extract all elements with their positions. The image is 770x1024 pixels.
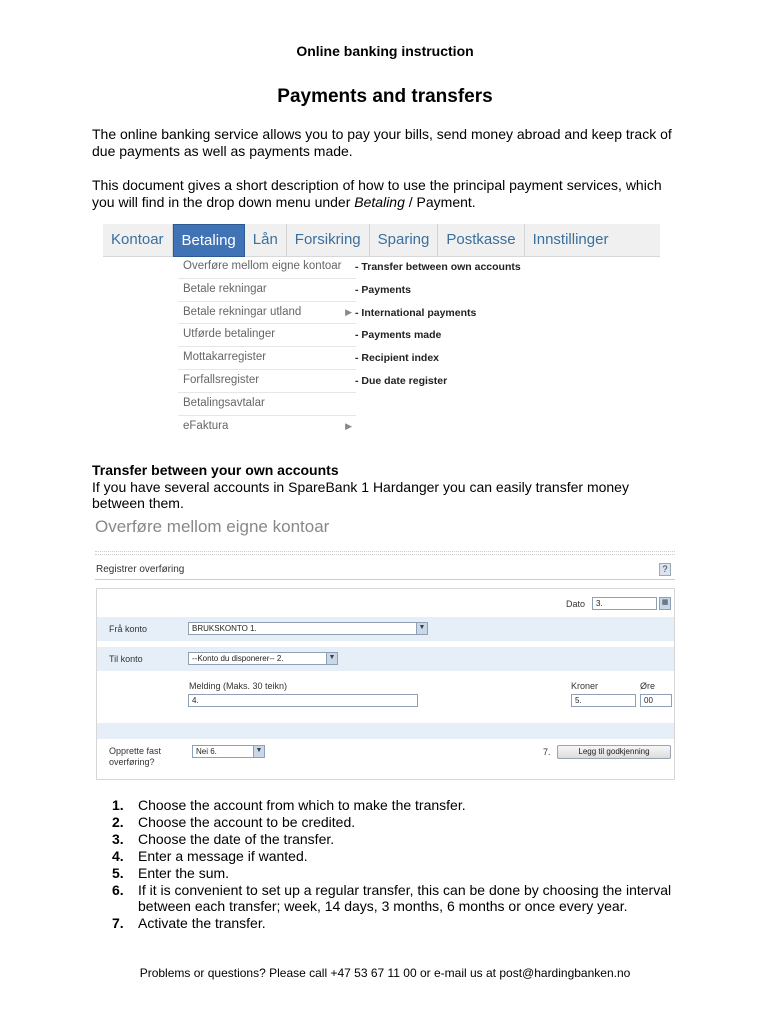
date-label: Dato [566,599,586,609]
tab-sparing[interactable]: Sparing [370,224,439,257]
menu-item-pay-abroad[interactable] [178,302,356,325]
menu-item-recipients[interactable] [178,347,356,370]
menu-item-label: Forfallsregister [183,373,260,386]
translation-item: - Payments made [355,329,442,342]
form-bar-title: Registrer overføring [96,564,185,575]
menu-item-pay-bills[interactable] [178,279,356,302]
from-account-select[interactable] [188,622,428,635]
calendar-icon[interactable]: ▦ [659,597,671,610]
description-italic: Betaling [354,194,405,210]
menu-item-label: Mottakarregister [183,351,267,364]
translation-item: - Recipient index [355,352,440,365]
message-label: Melding (Maks. 30 teikn) [189,681,288,691]
footer-contact: Problems or questions? Please call +47 53 67 11 00 or e-mail us at post@hardingbanken.no [139,966,631,980]
tab-innstillinger[interactable]: Innstillinger [532,231,609,248]
tab-forsikring[interactable]: Forsikring [287,224,370,257]
step-number: 3. [112,830,124,847]
chevron-down-icon: ▼ [326,653,337,664]
step-number: 5. [112,864,124,881]
list-item [112,882,692,916]
menu-item-label: Utførde betalinger [183,328,276,341]
step-text: Choose the account to be credited. [138,813,356,830]
description-text: This document gives a short description of how to use the principal payment services, which you will find in the drop down menu under [92,177,662,210]
form-bar [95,558,675,580]
page-title: Payments and transfers [277,86,493,107]
from-account-label: Frå konto [109,624,148,634]
recurring-value: Nei 6. [196,747,217,756]
form-title: Overføre mellom eigne kontoar [95,517,330,536]
tab-lan[interactable]: Lån [245,224,287,257]
list-item [112,865,692,882]
message-input[interactable]: 4. [188,694,418,707]
to-account-label: Til konto [109,654,143,664]
list-item [112,831,692,848]
tab-postkasse[interactable]: Postkasse [438,224,524,257]
step-text: If it is convenient to set up a regular transfer, this can be done by choosing the interval between each transfer; week, 14 days, 3 months, 6 months or once every year. [138,881,672,915]
chevron-right-icon: ▶ [345,306,352,317]
form-band [97,723,674,739]
add-approval-button[interactable]: Legg til godkjenning [557,745,671,759]
description-paragraph [92,177,672,211]
step-text: Enter a message if wanted. [138,847,308,864]
intro-paragraph: The online banking service allows you to pay your bills, send money abroad and keep track of due payments as well as payments made. [92,126,672,159]
to-account-select[interactable] [188,652,338,665]
chevron-right-icon: ▶ [345,420,352,431]
ore-label: Øre [640,681,656,691]
translation-item: - Transfer between own accounts [355,261,521,273]
menu-item-label: Betalingsavtalar [183,396,265,409]
list-item [112,797,692,814]
help-icon[interactable]: ? [659,563,671,576]
translation-item: - International payments [355,306,477,319]
menu-item-transfer[interactable] [178,256,356,279]
tab-kontoar[interactable]: Kontoar [103,224,173,257]
list-item [112,915,692,932]
steps-list [112,797,692,932]
from-account-value: BRUKSKONTO 1. [192,624,257,633]
transfer-form [96,588,675,780]
recurring-label-line: Opprette fast [109,746,162,756]
translation-item: - Due date register [355,374,448,387]
step-number: 1. [112,797,124,813]
step-number: 4. [112,847,124,864]
divider [95,551,675,555]
step-number: 7. [112,915,124,932]
ore-input[interactable]: 00 [640,694,672,707]
step-number: 6. [112,881,124,898]
step-text: Choose the date of the transfer. [138,830,335,847]
form-band [97,647,674,671]
menu-translations [355,259,521,396]
menu-item-label: Overføre mellom eigne kontoar [183,260,342,272]
step-text: Enter the sum. [138,864,230,881]
description-text-end: / Payment. [404,194,476,210]
payment-dropdown-menu [178,256,356,438]
menu-item-label: Betale rekningar utland [183,305,302,318]
recurring-select[interactable] [192,745,265,758]
submit-marker: 7. [543,747,551,757]
chevron-down-icon: ▼ [253,746,264,757]
recurring-label-line: overføring? [109,757,155,767]
menu-item-due-register[interactable] [178,370,356,393]
menu-item-payments-made[interactable] [178,324,356,347]
section-title: Transfer between your own accounts [92,462,339,478]
step-text: Choose the account from which to make the transfer. [138,797,466,813]
menu-item-efaktura[interactable] [178,416,356,439]
menu-item-label: eFaktura [183,419,229,432]
document-header: Online banking instruction [296,43,474,59]
tab-betaling[interactable]: Betaling [173,224,245,257]
kroner-input[interactable]: 5. [571,694,636,707]
to-account-value: --Konto du disponerer-- 2. [192,654,284,663]
menu-item-label: Betale rekningar [183,282,267,295]
list-item [112,814,692,831]
kroner-label: Kroner [571,681,599,691]
section-text: If you have several accounts in SpareBank 1 Hardanger you can easily transfer money between them. [92,479,629,511]
date-field[interactable]: 3. [592,597,657,610]
step-text: Activate the transfer. [138,915,266,932]
step-number: 2. [112,813,124,830]
list-item [112,848,692,865]
menu-item-agreements[interactable] [178,393,356,416]
chevron-down-icon: ▼ [416,623,427,634]
recurring-label [109,746,161,768]
translation-item: - Payments [355,283,412,296]
nav-screenshot-tabs [103,224,660,257]
